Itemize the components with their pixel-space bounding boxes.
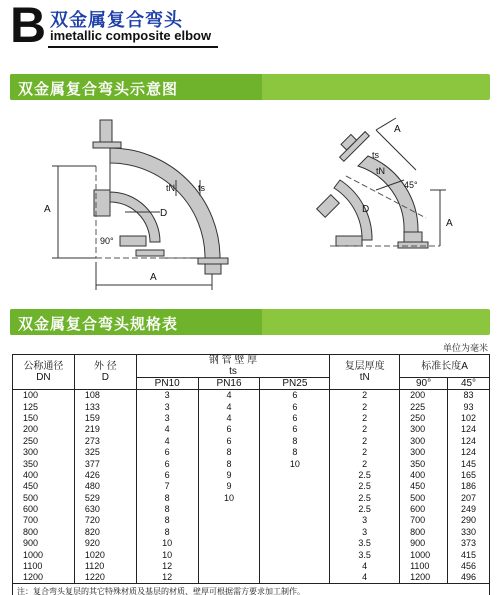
elbow-90-drawing bbox=[52, 120, 228, 290]
table-cell: 145 bbox=[448, 458, 490, 469]
table-cell: 200 bbox=[400, 390, 448, 401]
table-row bbox=[13, 526, 490, 537]
left-label-tn: tN bbox=[166, 183, 175, 193]
right-label-tn: tN bbox=[376, 166, 385, 176]
table-cell: 6 bbox=[260, 401, 330, 412]
table-cell: 456 bbox=[448, 560, 490, 571]
col-90: 90° bbox=[400, 378, 448, 390]
table-row bbox=[13, 435, 490, 446]
spec-table bbox=[12, 354, 490, 595]
table-cell bbox=[260, 503, 330, 514]
table-cell: 1000 bbox=[400, 549, 448, 560]
section-bar-table bbox=[10, 309, 490, 335]
col-length: 标准长度A bbox=[400, 355, 490, 378]
table-cell: 400 bbox=[13, 469, 75, 480]
table-cell: 373 bbox=[448, 538, 490, 549]
table-cell: 3 bbox=[330, 526, 400, 537]
table-cell bbox=[260, 560, 330, 571]
table-cell: 9 bbox=[198, 469, 260, 480]
table-cell: 93 bbox=[448, 401, 490, 412]
table-cell: 125 bbox=[13, 401, 75, 412]
table-cell: 273 bbox=[74, 435, 136, 446]
table-cell: 8 bbox=[198, 446, 260, 457]
table-cell bbox=[260, 469, 330, 480]
table-cell: 250 bbox=[13, 435, 75, 446]
col-pn10: PN10 bbox=[136, 378, 198, 390]
table-cell: 133 bbox=[74, 401, 136, 412]
table-cell: 207 bbox=[448, 492, 490, 503]
table-cell: 300 bbox=[400, 424, 448, 435]
table-cell bbox=[198, 560, 260, 571]
table-cell: 10 bbox=[136, 549, 198, 560]
table-cell: 4 bbox=[136, 435, 198, 446]
table-row bbox=[13, 560, 490, 571]
table-cell bbox=[198, 549, 260, 560]
table-cell: 7 bbox=[136, 481, 198, 492]
table-cell: 1100 bbox=[400, 560, 448, 571]
table-row bbox=[13, 412, 490, 423]
table-row bbox=[13, 515, 490, 526]
table-cell: 4 bbox=[136, 424, 198, 435]
table-cell: 820 bbox=[74, 526, 136, 537]
table-cell: 225 bbox=[400, 401, 448, 412]
table-cell: 165 bbox=[448, 469, 490, 480]
table-cell: 2 bbox=[330, 446, 400, 457]
col-clad: 复层厚度 tN bbox=[330, 355, 400, 390]
table-cell: 2 bbox=[330, 435, 400, 446]
table-cell: 124 bbox=[448, 424, 490, 435]
table-row bbox=[13, 458, 490, 469]
table-cell: 330 bbox=[448, 526, 490, 537]
right-label-angle: 45° bbox=[404, 180, 418, 190]
table-cell: 8 bbox=[260, 435, 330, 446]
table-cell bbox=[198, 572, 260, 583]
table-cell: 500 bbox=[400, 492, 448, 503]
table-cell bbox=[198, 526, 260, 537]
header-rule bbox=[48, 46, 218, 48]
table-row bbox=[13, 424, 490, 435]
table-cell bbox=[260, 492, 330, 503]
col-wall: 钢 管 壁 厚 ts bbox=[136, 355, 330, 378]
table-cell: 100 bbox=[13, 390, 75, 401]
table-cell: 3 bbox=[330, 515, 400, 526]
table-row bbox=[13, 549, 490, 560]
table-cell: 800 bbox=[13, 526, 75, 537]
section-title-table: 双金属复合弯头规格表 bbox=[18, 315, 179, 333]
page-subtitle: imetallic composite elbow bbox=[50, 28, 212, 43]
table-cell: 200 bbox=[13, 424, 75, 435]
table-cell: 415 bbox=[448, 549, 490, 560]
col-pn16: PN16 bbox=[198, 378, 260, 390]
table-cell bbox=[198, 503, 260, 514]
table-cell: 12 bbox=[136, 572, 198, 583]
left-label-ts: ts bbox=[198, 183, 206, 193]
table-cell: 8 bbox=[136, 503, 198, 514]
table-cell: 3 bbox=[136, 390, 198, 401]
table-cell: 8 bbox=[198, 458, 260, 469]
col-45: 45° bbox=[448, 378, 490, 390]
table-cell: 1200 bbox=[400, 572, 448, 583]
units-note: 单位为毫米 bbox=[442, 344, 488, 354]
left-dim-a-horizontal: A bbox=[150, 272, 157, 283]
table-cell: 450 bbox=[13, 481, 75, 492]
table-cell: 2 bbox=[330, 424, 400, 435]
table-cell: 3 bbox=[136, 412, 198, 423]
table-cell: 1200 bbox=[13, 572, 75, 583]
table-cell: 1100 bbox=[13, 560, 75, 571]
table-cell: 1020 bbox=[74, 549, 136, 560]
table-cell: 600 bbox=[400, 503, 448, 514]
table-cell: 10 bbox=[198, 492, 260, 503]
table-cell: 108 bbox=[74, 390, 136, 401]
col-pn25: PN25 bbox=[260, 378, 330, 390]
table-cell: 400 bbox=[400, 469, 448, 480]
table-cell: 529 bbox=[74, 492, 136, 503]
table-row bbox=[13, 503, 490, 514]
table-row bbox=[13, 572, 490, 583]
page-title: 双金属复合弯头 bbox=[50, 10, 183, 31]
table-cell: 350 bbox=[400, 458, 448, 469]
table-cell: 186 bbox=[448, 481, 490, 492]
table-cell: 8 bbox=[136, 515, 198, 526]
table-cell: 9 bbox=[198, 481, 260, 492]
table-cell: 2.5 bbox=[330, 481, 400, 492]
table-cell bbox=[260, 549, 330, 560]
table-cell: 150 bbox=[13, 412, 75, 423]
table-cell: 4 bbox=[330, 560, 400, 571]
left-dim-a-vertical: A bbox=[44, 204, 51, 215]
left-label-angle: 90° bbox=[100, 236, 114, 246]
right-dim-a-top: A bbox=[394, 124, 401, 135]
table-cell: 6 bbox=[198, 424, 260, 435]
table-note: 注：复合弯头复层的其它特殊材质及基层的材质、壁厚可根据需方要求加工制作。 bbox=[13, 583, 490, 595]
table-cell: 900 bbox=[13, 538, 75, 549]
table-cell: 1120 bbox=[74, 560, 136, 571]
table-cell bbox=[260, 515, 330, 526]
table-cell: 250 bbox=[400, 412, 448, 423]
table-cell bbox=[260, 572, 330, 583]
table-cell bbox=[260, 538, 330, 549]
table-cell: 630 bbox=[74, 503, 136, 514]
section-bar-diagram bbox=[10, 74, 490, 100]
table-cell bbox=[260, 526, 330, 537]
table-cell: 219 bbox=[74, 424, 136, 435]
table-cell: 920 bbox=[74, 538, 136, 549]
table-cell: 426 bbox=[74, 469, 136, 480]
table-cell: 4 bbox=[330, 572, 400, 583]
table-cell: 8 bbox=[136, 526, 198, 537]
table-cell: 4 bbox=[198, 390, 260, 401]
table-cell: 3.5 bbox=[330, 549, 400, 560]
table-cell: 2 bbox=[330, 412, 400, 423]
table-cell: 300 bbox=[400, 446, 448, 457]
table-cell: 6 bbox=[198, 435, 260, 446]
left-label-d: D bbox=[160, 208, 168, 219]
table-row bbox=[13, 401, 490, 412]
right-label-d: D bbox=[362, 204, 370, 215]
table-cell: 720 bbox=[74, 515, 136, 526]
table-cell: 325 bbox=[74, 446, 136, 457]
table-cell: 377 bbox=[74, 458, 136, 469]
table-cell: 2 bbox=[330, 401, 400, 412]
table-cell: 290 bbox=[448, 515, 490, 526]
right-dim-a-right: A bbox=[446, 218, 453, 229]
table-cell: 496 bbox=[448, 572, 490, 583]
right-label-ts: ts bbox=[372, 150, 380, 160]
table-cell: 4 bbox=[198, 401, 260, 412]
table-cell: 6 bbox=[136, 458, 198, 469]
table-cell: 2.5 bbox=[330, 492, 400, 503]
table-cell: 10 bbox=[136, 538, 198, 549]
spec-table-body bbox=[13, 390, 490, 584]
table-cell: 4 bbox=[198, 412, 260, 423]
table-cell: 6 bbox=[136, 469, 198, 480]
table-cell: 10 bbox=[260, 458, 330, 469]
table-cell: 6 bbox=[260, 412, 330, 423]
table-cell: 3.5 bbox=[330, 538, 400, 549]
col-d: 外 径 D bbox=[74, 355, 136, 390]
table-cell bbox=[198, 515, 260, 526]
table-cell: 159 bbox=[74, 412, 136, 423]
table-cell: 6 bbox=[260, 390, 330, 401]
table-row bbox=[13, 469, 490, 480]
table-cell bbox=[260, 481, 330, 492]
table-cell: 1000 bbox=[13, 549, 75, 560]
table-cell: 249 bbox=[448, 503, 490, 514]
table-row bbox=[13, 538, 490, 549]
table-row bbox=[13, 446, 490, 457]
table-cell: 6 bbox=[260, 424, 330, 435]
table-cell: 102 bbox=[448, 412, 490, 423]
section-title-diagram: 双金属复合弯头示意图 bbox=[18, 80, 179, 98]
table-cell: 8 bbox=[260, 446, 330, 457]
table-cell: 800 bbox=[400, 526, 448, 537]
table-cell: 300 bbox=[13, 446, 75, 457]
header-initial: B bbox=[10, 0, 47, 53]
table-cell: 600 bbox=[13, 503, 75, 514]
table-cell: 2.5 bbox=[330, 503, 400, 514]
table-cell: 124 bbox=[448, 435, 490, 446]
elbow-diagrams bbox=[0, 106, 500, 304]
table-cell: 350 bbox=[13, 458, 75, 469]
table-row bbox=[13, 390, 490, 401]
table-row bbox=[13, 492, 490, 503]
table-row bbox=[13, 481, 490, 492]
table-cell: 300 bbox=[400, 435, 448, 446]
table-cell: 2 bbox=[330, 390, 400, 401]
table-cell: 83 bbox=[448, 390, 490, 401]
table-cell: 900 bbox=[400, 538, 448, 549]
table-cell: 700 bbox=[13, 515, 75, 526]
table-cell: 2 bbox=[330, 458, 400, 469]
table-cell: 450 bbox=[400, 481, 448, 492]
elbow-45-drawing bbox=[317, 118, 446, 248]
table-cell bbox=[198, 538, 260, 549]
table-cell: 480 bbox=[74, 481, 136, 492]
table-cell: 12 bbox=[136, 560, 198, 571]
table-cell: 1220 bbox=[74, 572, 136, 583]
page-header bbox=[0, 0, 500, 53]
table-cell: 500 bbox=[13, 492, 75, 503]
table-cell: 2.5 bbox=[330, 469, 400, 480]
table-cell: 3 bbox=[136, 401, 198, 412]
table-cell: 124 bbox=[448, 446, 490, 457]
table-cell: 700 bbox=[400, 515, 448, 526]
table-cell: 6 bbox=[136, 446, 198, 457]
col-dn: 公称通径 DN bbox=[13, 355, 75, 390]
table-cell: 8 bbox=[136, 492, 198, 503]
